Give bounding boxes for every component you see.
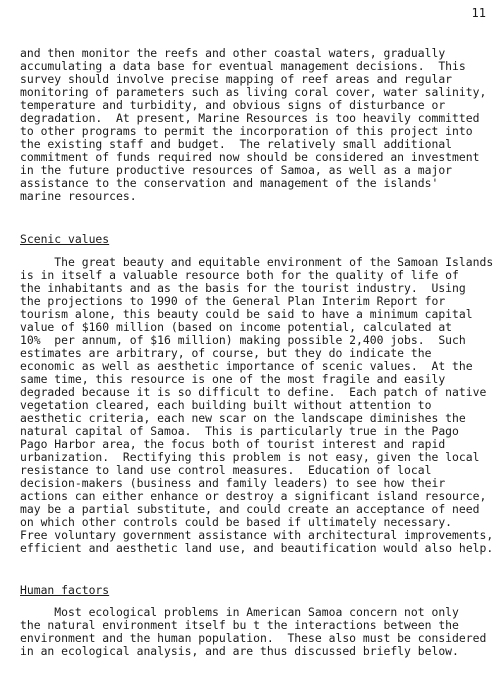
scenic-line: urbanization. Rectifying this problem is not easy, given the local [20,450,480,464]
intro-line: monitoring of parameters such as living coral cover, water salinity, [20,85,487,99]
scenic-line: on which other controls could be based if ultimately necessary. [20,515,453,529]
scenic-line: tourism alone, this beauty could be said to have a minimum capital [20,307,473,321]
scenic-line: Pago Harbor area, the focus both of tourist interest and rapid [20,437,446,451]
human-line: in an ecological analysis, and are thus discussed briefly below. [20,644,459,658]
scenic-line: vegetation cleared, each building built without attention to [20,398,432,412]
scenic-line: decision-makers (business and family leaders) to see how their [20,476,446,490]
intro-line: degradation. At present, Marine Resources is too heavily committed [20,111,480,125]
intro-line: marine resources. [20,189,137,203]
intro-line: assistance to the conservation and management of the islands' [20,176,439,190]
intro-line: survey should involve precise mapping of reef areas and regular [20,72,453,86]
section-heading-scenic-values: Scenic values [20,232,110,246]
intro-line: in the future productive resources of Samoa, as well as a major [20,163,453,177]
human-line: environment and the human population. These also must be considered [20,631,487,645]
scenic-line: efficient and aesthetic land use, and beautification would also help. [20,541,494,555]
scenic-line: is in itself a valuable resource both for the quality of life of [20,268,459,282]
scenic-line: the projections to 1990 of the General Plan Interim Report for [20,294,446,308]
intro-line: to other programs to permit the incorporation of this project into [20,124,473,138]
scenic-line: value of $160 million (based on income potential, calculated at [20,320,453,334]
human-line: the natural environment itself bu t the interactions between the [20,618,459,632]
intro-line: temperature and turbidity, and obvious signs of disturbance or [20,98,446,112]
scenic-line: natural capital of Samoa. This is particularly true in the Pago [20,424,459,438]
intro-line: the existing staff and budget. The relatively small additional [20,137,453,151]
scenic-line: same time, this resource is one of the most fragile and easily [20,372,446,386]
scenic-line: economic as well as aesthetic importance of scenic values. At the [20,359,473,373]
scenic-line: degraded because it is so difficult to define. Each patch of native [20,385,487,399]
scenic-line: The great beauty and equitable environment of the Samoan Islands [20,255,494,269]
human-line: Most ecological problems in American Samoa concern not only [20,605,459,619]
scenic-line: 10% per annum, of $16 million) making possible 2,400 jobs. Such [20,333,466,347]
scenic-line: aesthetic criteria, each new scar on the landscape diminishes the [20,411,466,425]
scenic-line: may be a partial substitute, and could create an acceptance of need [20,502,480,516]
scenic-line: resistance to land use control measures. Education of local [20,463,432,477]
scenic-line: the inhabitants and as the basis for the tourist industry. Using [20,281,466,295]
intro-line: commitment of funds required now should be considered an investment [20,150,480,164]
section-heading-human-factors: Human factors [20,583,110,597]
intro-line: accumulating a data base for eventual management decisions. This [20,59,466,73]
scenic-line: estimates are arbitrary, of course, but they do indicate the [20,346,432,360]
scenic-line: Free voluntary government assistance with architectural improvements, [20,528,494,542]
intro-line: and then monitor the reefs and other coastal waters, gradually [20,46,446,60]
scenic-line: actions can either enhance or destroy a significant island resource, [20,489,487,503]
page-number: 11 [471,6,486,20]
